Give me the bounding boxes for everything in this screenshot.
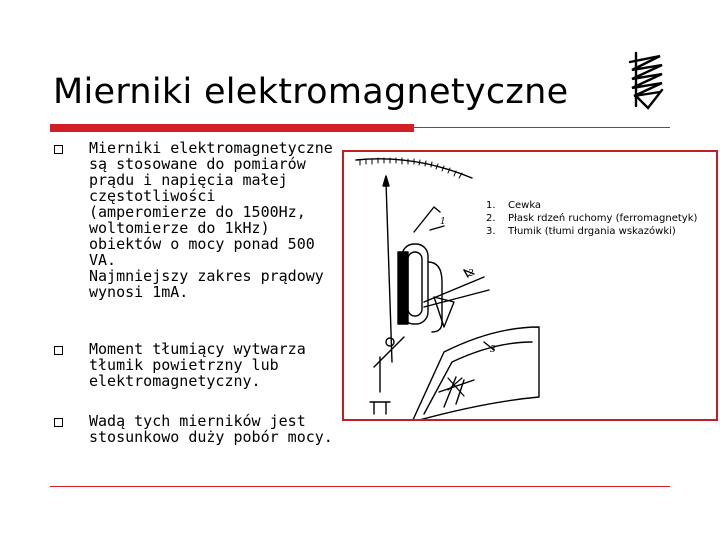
bullet-line: tłumik powietrzny lub [89,356,279,374]
bullet-line: częstotliwości [89,187,216,205]
bullet-line: elektromagnetyczny. [89,372,261,390]
slide-title: Mierniki elektromagnetyczne [53,72,569,112]
bullet-line: obiektów o mocy ponad 500 [89,235,315,253]
bullet-line: Wadą tych mierników jest [89,412,306,430]
diagram-label-1: 1 [440,217,446,227]
bullet-line: Moment tłumiący wytwarza [89,340,306,358]
legend-number: 1. [486,200,496,211]
bullet-line: (amperomierze do 1500Hz, [89,203,306,221]
meter-diagram [344,152,716,419]
meter-diagram-frame [342,150,718,421]
legend-text: Cewka [508,200,542,211]
legend-number: 3. [486,226,496,237]
header-accent-bar [50,124,414,132]
footer-rule [50,486,670,487]
diagram-label-2: 2 [468,269,474,279]
figure-legend [486,199,697,238]
bullet-line: woltomierze do 1kHz) [89,219,270,237]
bullet-line: są stosowane do pomiarów [89,155,306,173]
bullet-line: stosunkowo duży pobór mocy. [89,428,333,446]
bullet-line: Najmniejszy zakres prądowy [89,267,324,285]
legend-item [486,212,697,225]
bullet-line: VA. [89,251,117,269]
bullet-line: wynosi 1mA. [89,283,189,301]
bullet-text-3 [89,413,333,445]
bullet-marker [54,145,63,154]
diagram-label-3: 3 [490,345,496,355]
legend-item [486,199,697,212]
bullet-line: prądu i napięcia małej [89,171,288,189]
legend-item [486,225,697,238]
bullet-marker [54,418,63,427]
bullet-text-1 [89,140,333,300]
legend-text: Tłumik (tłumi drgania wskazówki) [508,226,676,237]
bullet-line: Mierniki elektromagnetyczne [89,139,333,157]
bullet-text-2 [89,341,306,389]
electromagnetic-meter-symbol-icon [622,50,670,110]
bullet-marker [54,346,63,355]
legend-number: 2. [486,213,496,224]
legend-text: Płask rdzeń ruchomy (ferromagnetyk) [508,213,698,224]
